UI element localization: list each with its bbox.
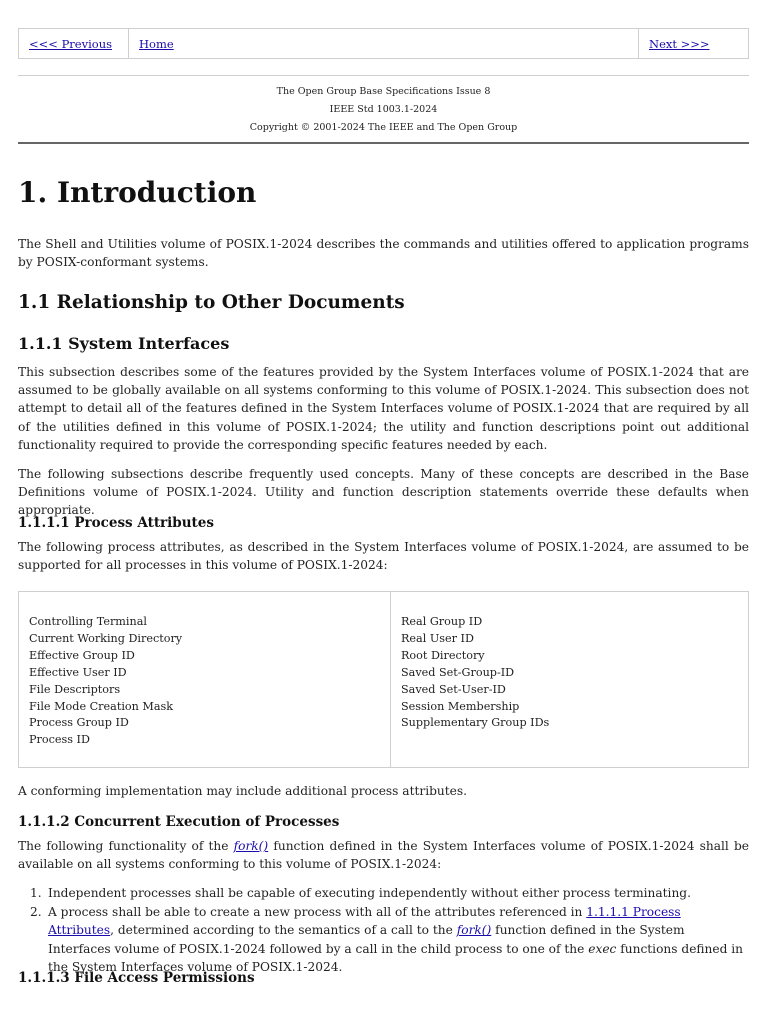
section-1-1-1-3-heading: 1.1.1.3 File Access Permissions [18, 970, 255, 986]
page-title: 1. Introduction [18, 176, 257, 209]
nav-next-cell [639, 29, 748, 58]
attribute-item: Process Group ID [29, 716, 129, 730]
text-run: functions defined in the System Interfaces volume of POSIX.1-2024. [48, 941, 744, 974]
attribute-item: Supplementary Group IDs [401, 716, 550, 730]
process-attributes-paragraph: The following process attributes, as described in the System Interfaces volume of POSIX.1-2024, are assumed to be supported for all processes in this volume of POSIX.1-2024: [18, 540, 749, 573]
attribute-item: Saved Set-Group-ID [401, 665, 515, 679]
previous-link[interactable]: <<< Previous [29, 36, 113, 51]
nav-bar [18, 28, 749, 59]
text-run: function defined in the System Interfaces volume of POSIX.1-2024 followed by a call in the child process to one of the [48, 923, 685, 956]
attribute-item: Current Working Directory [29, 631, 183, 645]
text-run: The following functionality of the [18, 839, 234, 853]
text-run: function defined in the System Interfaces volume of POSIX.1-2024 shall be available on all systems conforming to this volume of POSIX.1-2024: [18, 839, 750, 872]
attributes-left-column [19, 592, 391, 767]
concurrent-execution-paragraph [18, 837, 749, 873]
attribute-item: Controlling Terminal [29, 615, 147, 628]
exec-term: exec [588, 941, 617, 956]
header-bottom-rule [18, 142, 749, 144]
spec-title: The Open Group Base Specifications Issue 8 [276, 86, 491, 97]
next-link[interactable]: Next >>> [649, 36, 710, 51]
process-attributes-link[interactable]: 1.1.1.1 Process Attributes [48, 905, 681, 938]
section-1-1-heading: 1.1 Relationship to Other Documents [18, 292, 405, 313]
section-1-1-1-heading: 1.1.1 System Interfaces [18, 334, 230, 353]
requirements-list [18, 884, 749, 976]
fork-link[interactable]: fork() [456, 923, 492, 938]
system-interfaces-paragraph: This subsection describes some of the features provided by the System Interfaces volume of POSIX.1-2024 that are assumed to be globally available on all systems conforming to this volume of POSIX.1-2024. This subsection does not attempt to detail all of the features defined in the System Interfaces volume of POSIX.1-2024 that are required by all of the utilities defined in this volume of POSIX.1-2024; the utility and function descriptions point out additional functionality required to provide the corresponding specific features needed by each. [18, 365, 749, 452]
list-item-text: Independent processes shall be capable of executing independently without either process terminating. [48, 886, 691, 900]
conforming-paragraph: A conforming implementation may include additional process attributes. [18, 784, 467, 798]
attribute-item: Saved Set-User-ID [401, 682, 506, 696]
spec-standard: IEEE Std 1003.1-2024 [329, 104, 438, 115]
header-top-rule [18, 75, 749, 76]
attribute-item: Effective User ID [29, 665, 127, 679]
attribute-item: Process ID [29, 733, 90, 747]
attribute-item: Root Directory [401, 648, 485, 662]
text-run: A process shall be able to create a new process with all of the attributes referenced in [48, 905, 587, 920]
attribute-item: Real Group ID [401, 615, 483, 628]
list-number: 1. [30, 886, 42, 900]
section-1-1-1-2-heading: 1.1.1.2 Concurrent Execution of Processes [18, 814, 340, 830]
nav-home-cell [129, 29, 639, 58]
spec-copyright: Copyright © 2001-2024 The IEEE and The Open Group [249, 122, 518, 133]
nav-previous-cell [19, 29, 129, 58]
section-1-1-1-1-heading: 1.1.1.1 Process Attributes [18, 515, 214, 531]
concepts-paragraph: The following subsections describe frequently used concepts. Many of these concepts are described in the Base Definitions volume of POSIX.1-2024. Utility and function description statements override these defaults when appropriate. [18, 467, 749, 518]
attributes-right-column [391, 592, 748, 767]
attribute-item: Effective Group ID [29, 648, 135, 662]
list-item [18, 903, 749, 976]
text-run: , determined according to the semantics of a call to the [110, 923, 457, 938]
attribute-item: File Mode Creation Mask [29, 699, 174, 713]
fork-link[interactable]: fork() [233, 839, 269, 853]
process-attributes-table [18, 591, 749, 768]
attribute-item: Session Membership [401, 699, 520, 713]
list-number: 2. [30, 905, 42, 920]
home-link[interactable]: Home [139, 36, 174, 51]
intro-paragraph: The Shell and Utilities volume of POSIX.1-2024 describes the commands and utilities offered to application programs by POSIX-conformant systems. [18, 237, 749, 270]
attribute-item: Real User ID [401, 631, 474, 645]
list-item [18, 884, 749, 902]
attribute-item: File Descriptors [29, 682, 121, 696]
